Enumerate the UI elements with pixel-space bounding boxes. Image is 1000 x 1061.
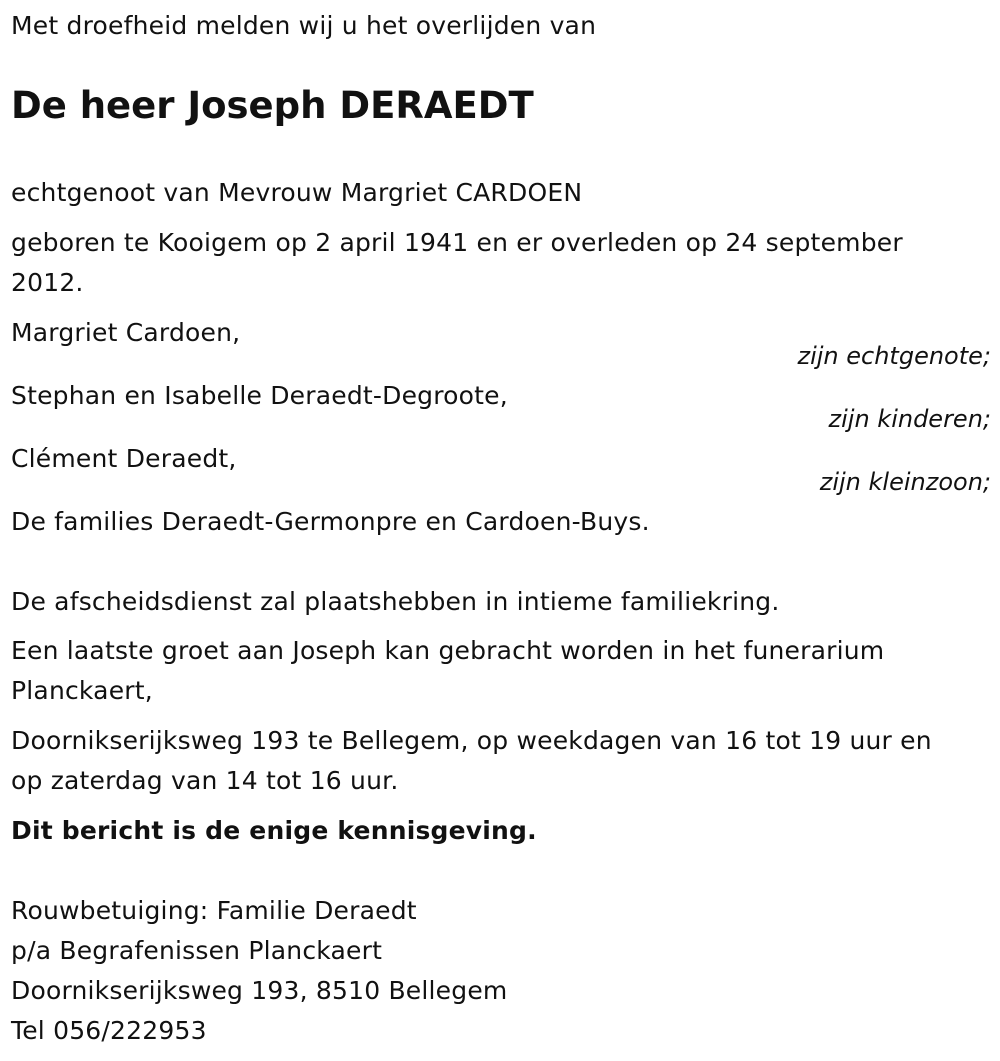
mourner-name: Stephan en Isabelle Deraedt-Degroote, [11,381,508,410]
families-line: De families Deraedt-Germonpre en Cardoen-Buys. [11,507,650,536]
intro-text: Met droefheid melden wij u het overlijden van [11,11,597,40]
death-notice [11,0,991,1061]
birth-death-line-1: geboren te Kooigem op 2 april 1941 en er overleden op 24 september [11,228,903,257]
visiting-hours-line-2: op zaterdag van 14 tot 16 uur. [11,766,399,795]
mourner-role: zijn echtgenote; [797,342,991,370]
condolence-line-3: Doornikserijksweg 193, 8510 Bellegem [11,976,508,1005]
condolence-line-2: p/a Begrafenissen Planckaert [11,936,383,965]
birth-death-line-2: 2012. [11,268,84,297]
mourner-role: zijn kleinzoon; [819,468,991,496]
condolence-line-1: Rouwbetuiging: Familie Deraedt [11,896,417,925]
service-line: De afscheidsdienst zal plaatshebben in intieme familiekring. [11,587,780,616]
mourner-name: Margriet Cardoen, [11,318,241,347]
mourner-role: zijn kinderen; [828,405,991,433]
condolence-phone: Tel 056/222953 [11,1016,207,1045]
visiting-hours-line-1: Doornikserijksweg 193 te Bellegem, op weekdagen van 16 tot 19 uur en [11,726,932,755]
greeting-line-1: Een laatste groet aan Joseph kan gebracht worden in het funerarium [11,636,885,665]
spouse-line: echtgenoot van Mevrouw Margriet CARDOEN [11,178,583,207]
greeting-line-2: Planckaert, [11,676,153,705]
only-notice-line: Dit bericht is de enige kennisgeving. [11,816,537,845]
deceased-name-title: De heer Joseph DERAEDT [11,84,534,127]
mourner-name: Clément Deraedt, [11,444,237,473]
